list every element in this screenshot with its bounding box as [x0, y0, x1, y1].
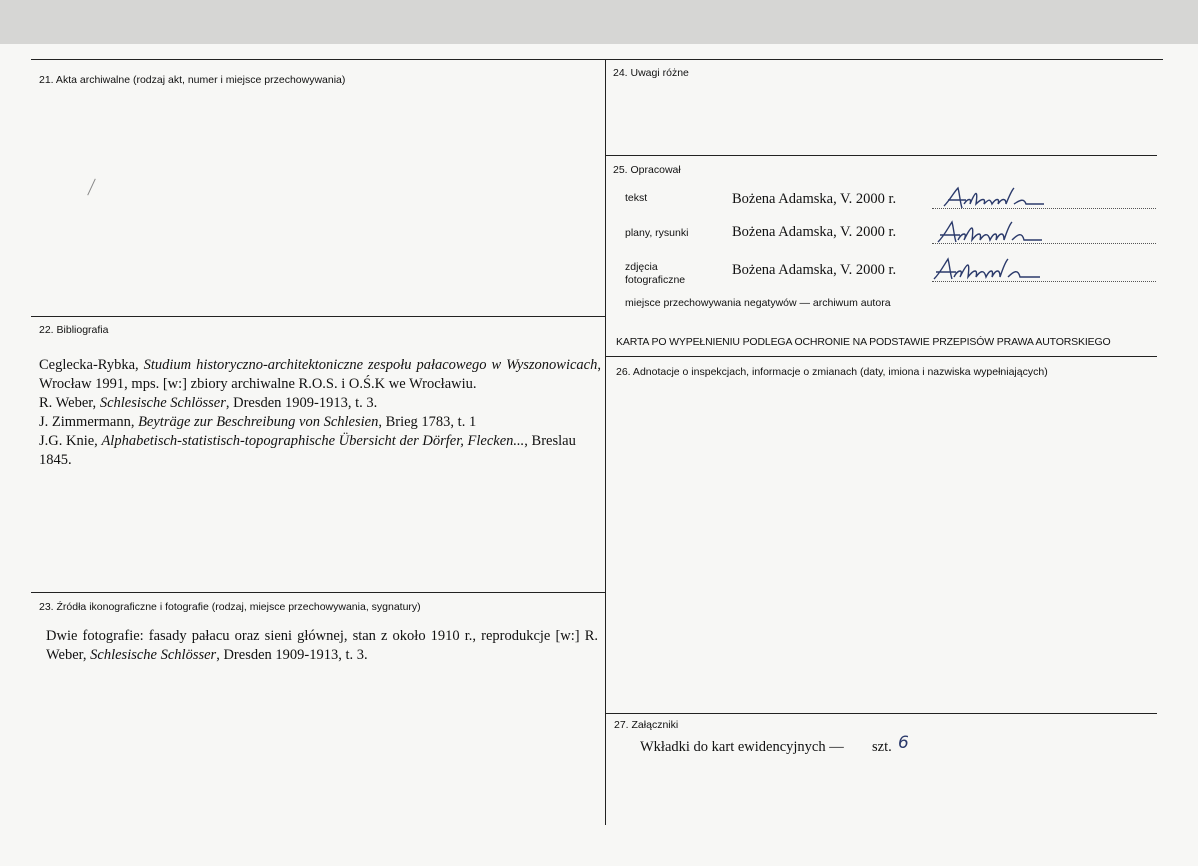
- row-photos-label-2: fotograficzne: [625, 274, 686, 286]
- iconography-source-title: Schlesische Schlösser: [90, 647, 217, 663]
- attachments-qty-label: szt.: [872, 739, 892, 755]
- entry-author: J. Zimmermann,: [39, 414, 139, 430]
- bibliography-entry: [39, 356, 601, 394]
- iconography-text: [46, 627, 598, 665]
- bibliography-entry: [39, 432, 601, 470]
- divider-24-25: [606, 155, 1157, 156]
- iconography-description: Dwie fotografie: fasady pałacu oraz sieni głównej, stan z około 1910 r., reprodukcje [w:] R. Weber,: [46, 628, 598, 663]
- row-text-label: tekst: [625, 192, 648, 204]
- attachments-qty-value: 6: [898, 733, 909, 753]
- entry-title: Schlesische Schlösser: [99, 395, 226, 411]
- section-25-label: 25. Opracował: [613, 164, 681, 176]
- scan-top-margin: [0, 0, 1198, 44]
- row-plans-author: Bożena Adamska, V. 2000 r.: [732, 224, 897, 240]
- row-photos-author: Bożena Adamska, V. 2000 r.: [732, 262, 897, 278]
- copyright-notice: KARTA PO WYPEŁNIENIU PODLEGA OCHRONIE NA PODSTAWIE PRZEPISÓW PRAWA AUTORSKIEGO: [616, 336, 1111, 348]
- signature-image: [930, 257, 1042, 283]
- signature-image: [934, 220, 1044, 246]
- entry-title: Alphabetisch-statistisch-topographische Übersicht der Dörfer, Flecken...: [101, 433, 525, 449]
- divider-21-22: [31, 316, 605, 317]
- bibliography-entry: [39, 413, 601, 432]
- section-21-label: 21. Akta archiwalne (rodzaj akt, numer i miejsce przechowywania): [39, 74, 346, 86]
- entry-details: , Dresden 1909-1913, t. 3.: [225, 395, 378, 411]
- bibliography-list: [39, 356, 601, 470]
- entry-details: , Breslau 1845.: [39, 433, 576, 468]
- row-photos-label-1: zdjęcia: [625, 261, 658, 273]
- entry-author: Ceglecka-Rybka,: [39, 357, 144, 373]
- section-27-label: 27. Załączniki: [614, 719, 679, 731]
- entry-title: Studium historyczno-architektoniczne zespołu pałacowego w Wyszonowicach: [143, 357, 598, 373]
- divider-22-23: [31, 592, 605, 593]
- entry-author: J.G. Knie,: [39, 433, 102, 449]
- top-rule: [31, 59, 1163, 60]
- divider-26-27: [606, 713, 1157, 714]
- section-24-label: 24. Uwagi różne: [613, 67, 689, 79]
- section-23-label: 23. Źródła ikonograficzne i fotografie (rodzaj, miejsce przechowywania, sygnatury): [39, 601, 421, 613]
- attachments-text: Wkładki do kart ewidencyjnych —: [640, 739, 844, 755]
- entry-details: , Wrocław 1991, mps. [w:] zbiory archiwalne R.O.S. i O.Ś.K we Wrocławiu.: [39, 357, 601, 392]
- row-plans-label: plany, rysunki: [625, 227, 689, 239]
- section-22-label: 22. Bibliografia: [39, 324, 109, 336]
- column-divider: [605, 59, 606, 825]
- entry-title: Beyträge zur Beschreibung von Schlesien: [138, 414, 379, 430]
- divider-25-26: [606, 356, 1157, 357]
- signature-image: [940, 186, 1046, 212]
- row-text-author: Bożena Adamska, V. 2000 r.: [732, 191, 897, 207]
- entry-details: , Brieg 1783, t. 1: [378, 414, 477, 430]
- section-26-label: 26. Adnotacje o inspekcjach, informacje o zmianach (daty, imiona i nazwiska wypełniających): [616, 366, 1048, 378]
- negatives-location: miejsce przechowywania negatywów — archiwum autora: [625, 297, 891, 309]
- iconography-source-details: , Dresden 1909-1913, t. 3.: [216, 647, 368, 663]
- entry-author: R. Weber,: [39, 395, 100, 411]
- bibliography-entry: [39, 394, 601, 413]
